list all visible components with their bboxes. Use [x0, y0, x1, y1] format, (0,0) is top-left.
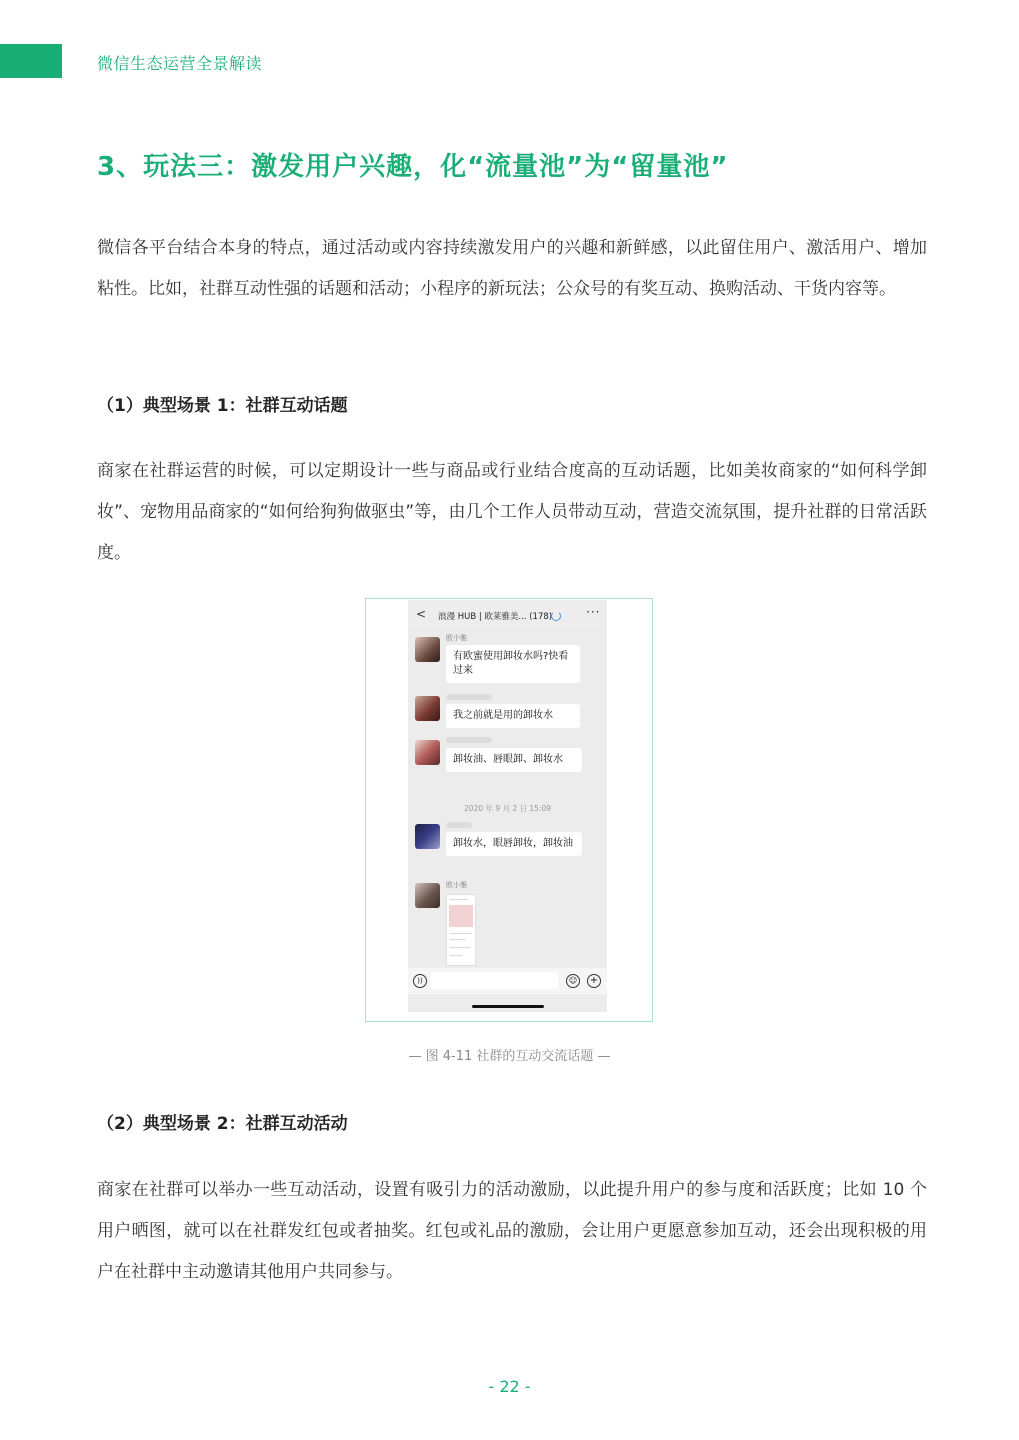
page-number: - 22 -: [488, 1377, 531, 1396]
avatar: [415, 824, 440, 849]
chat-screenshot: [408, 600, 607, 1012]
avatar: [415, 696, 440, 721]
section-title: 3、玩法三：激发用户兴趣，化“流量池”为“留量池”: [97, 152, 729, 182]
chat-title: 浪漫 HUB | 欧莱雅美... (178): [438, 612, 553, 622]
intro-paragraph: 微信各平台结合本身的特点，通过活动或内容持续激发用户的兴趣和新鲜感，以此留住用户、激活用户、增加粘性。比如，社群互动性强的话题和活动；小程序的新玩法；公众号的有奖互动、换购活动、干货内容等。: [97, 238, 927, 299]
chat-input-bar: [408, 968, 607, 994]
avatar: [415, 637, 440, 662]
figure-caption: — 图 4-11 社群的互动交流话题 —: [408, 1049, 611, 1064]
avatar: [415, 883, 440, 908]
sender-name-redacted: [446, 694, 492, 700]
scene1-heading: （1）典型场景 1：社群互动话题: [97, 396, 348, 416]
sender-name: 欧小雅: [446, 881, 467, 889]
chat-header: [408, 600, 607, 630]
chat-bubble: 我之前就是用的卸妆水: [446, 704, 580, 728]
sender-name-redacted: [446, 822, 472, 828]
scene1-paragraph: 商家在社群运营的时候，可以定期设计一些与商品或行业结合度高的互动话题，比如美妆商家的“如何科学卸妆”、宠物用品商家的“如何给狗狗做驱虫”等，由几个工作人员带动互动，营造交流氛围，提升社群的日常活跃度。: [97, 461, 927, 563]
home-indicator: [472, 1005, 544, 1008]
emoji-icon: ☺: [566, 974, 580, 988]
message-input: [430, 972, 558, 989]
chat-bubble: 卸妆水，眼唇卸妆，卸妆油: [446, 832, 582, 856]
back-icon: <: [416, 607, 427, 621]
header-title: 微信生态运营全景解读: [97, 54, 263, 73]
image-message: [446, 894, 476, 966]
voice-icon: )): [413, 974, 427, 988]
sender-name-redacted: [446, 737, 492, 743]
avatar: [415, 740, 440, 765]
scene2-heading: （2）典型场景 2：社群互动活动: [97, 1114, 348, 1134]
loading-icon: [551, 611, 561, 621]
chat-bubble: 卸妆油、唇眼卸、卸妆水: [446, 748, 582, 772]
more-icon: ···: [586, 605, 601, 619]
sender-name: 欧小雅: [446, 634, 467, 642]
plus-icon: +: [587, 974, 601, 988]
chat-timestamp: 2020 年 9 月 2 日 15:09: [463, 804, 552, 813]
chat-bubble: 有欧蜜使用卸妆水吗?快看过来: [446, 645, 580, 683]
scene2-paragraph: 商家在社群可以举办一些互动活动，设置有吸引力的活动激励，以此提升用户的参与度和活跃度；比如 10 个用户晒图，就可以在社群发红包或者抽奖。红包或礼品的激励，会让用户更愿意参加互动，还会出现积极的用户在社群中主动邀请其他用户共同参与。: [97, 1180, 927, 1282]
header-accent-bar: [0, 44, 62, 78]
